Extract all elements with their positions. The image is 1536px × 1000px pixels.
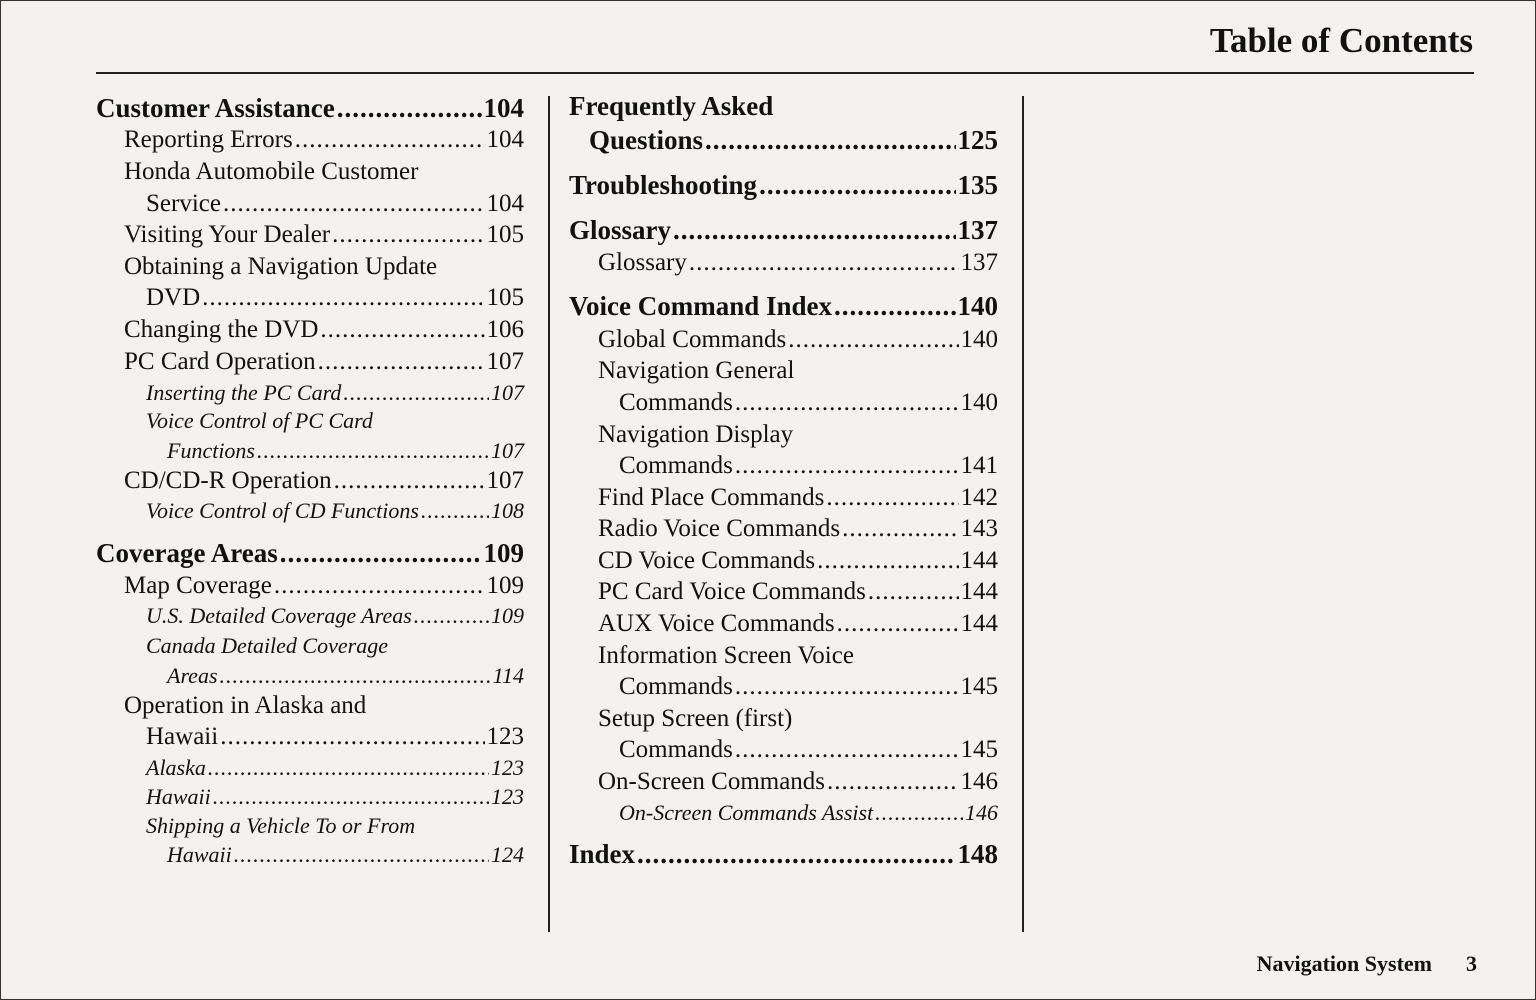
toc-entry-page: 140 xyxy=(957,291,998,321)
toc-entry[interactable] xyxy=(598,420,793,450)
toc-entry-page: 108 xyxy=(491,498,524,523)
dot-leader xyxy=(220,661,491,691)
toc-entry[interactable] xyxy=(96,538,524,568)
page-number: 3 xyxy=(1466,951,1477,976)
toc-entry[interactable] xyxy=(124,252,437,282)
toc-entry[interactable] xyxy=(619,798,998,828)
dot-leader xyxy=(234,840,489,870)
dot-leader xyxy=(280,538,482,568)
toc-entry[interactable] xyxy=(167,661,524,691)
dot-leader xyxy=(257,436,489,466)
toc-entry-label: Obtaining a Navigation Update xyxy=(124,253,438,280)
toc-entry-label: CD Voice Commands xyxy=(598,547,816,574)
toc-entry[interactable] xyxy=(598,641,854,671)
toc-entry[interactable] xyxy=(598,325,998,355)
toc-entry[interactable] xyxy=(598,248,998,278)
dot-leader xyxy=(343,378,489,408)
toc-entry-label: Shipping a Vehicle To or From xyxy=(146,813,416,838)
toc-entry-page: 125 xyxy=(957,125,998,155)
toc-entry-page: 144 xyxy=(960,610,998,637)
toc-entry-label: Hawaii xyxy=(146,723,219,750)
dot-leader xyxy=(673,215,955,245)
dot-leader xyxy=(788,325,958,355)
toc-entry-label: Honda Automobile Customer xyxy=(124,158,419,185)
dot-leader xyxy=(274,571,485,601)
toc-entry[interactable] xyxy=(146,782,524,812)
dot-leader xyxy=(826,483,958,513)
toc-entry-page: 140 xyxy=(960,326,998,353)
toc-entry-label: Coverage Areas xyxy=(96,538,278,568)
toc-entry[interactable] xyxy=(569,170,998,200)
toc-entry-label: Frequently Asked xyxy=(569,91,774,121)
toc-entry-page: 123 xyxy=(486,723,524,750)
toc-entry-page: 107 xyxy=(486,348,524,375)
toc-entry[interactable] xyxy=(146,406,373,436)
toc-entry[interactable] xyxy=(124,220,524,250)
toc-entry-label: Changing the DVD xyxy=(124,316,319,343)
toc-entry[interactable] xyxy=(146,496,524,526)
dot-leader xyxy=(421,496,489,526)
toc-entry-label: CD/CD-R Operation xyxy=(124,467,332,494)
toc-entry[interactable] xyxy=(124,466,524,496)
toc-entry-label: Radio Voice Commands xyxy=(598,515,841,542)
toc-entry[interactable] xyxy=(146,378,524,408)
toc-entry-label: PC Card Voice Commands xyxy=(598,578,866,605)
toc-entry-page: 106 xyxy=(486,316,524,343)
toc-entry-label: AUX Voice Commands xyxy=(598,610,835,637)
toc-entry-label: Setup Screen (first) xyxy=(598,705,793,732)
toc-entry[interactable] xyxy=(124,125,524,155)
dot-leader xyxy=(842,514,958,544)
toc-entry[interactable] xyxy=(124,315,524,345)
toc-entry-page: 144 xyxy=(960,578,998,605)
dot-leader xyxy=(220,722,484,752)
toc-entry-label: Voice Control of PC Card xyxy=(146,408,373,433)
toc-entry[interactable] xyxy=(146,601,524,631)
toc-entry-page: 145 xyxy=(960,673,998,700)
toc-entry-label: Service xyxy=(146,190,221,217)
toc-entry-page: 146 xyxy=(960,768,998,795)
toc-entry[interactable] xyxy=(569,839,998,869)
dot-leader xyxy=(735,735,959,765)
toc-entry-label: Areas xyxy=(167,663,218,688)
toc-entry-page: 109 xyxy=(491,603,524,628)
dot-leader xyxy=(332,220,484,250)
toc-entry-page: 124 xyxy=(491,842,524,867)
dot-leader xyxy=(735,451,959,481)
toc-entry-label: Visiting Your Dealer xyxy=(124,221,331,248)
toc-entry-page: 104 xyxy=(486,126,524,153)
toc-entry-label: Hawaii xyxy=(146,784,211,809)
toc-entry-label: Index xyxy=(569,839,636,869)
toc-entry-page: 109 xyxy=(486,572,524,599)
dot-leader xyxy=(817,546,958,576)
toc-entry-label: Alaska xyxy=(146,755,206,780)
toc-entry-label: Voice Control of CD Functions xyxy=(146,498,419,523)
dot-leader xyxy=(637,839,955,869)
toc-entry-label: Questions xyxy=(589,125,704,155)
dot-leader xyxy=(735,672,959,702)
toc-entry-page: 114 xyxy=(492,663,524,688)
toc-entry[interactable] xyxy=(146,283,524,313)
toc-entry[interactable] xyxy=(598,577,998,607)
dot-leader xyxy=(208,753,489,783)
toc-entry[interactable] xyxy=(569,91,773,121)
dot-leader xyxy=(689,248,959,278)
toc-entry[interactable] xyxy=(124,157,418,187)
toc-entry-page: 143 xyxy=(960,515,998,542)
toc-entry-label: Customer Assistance xyxy=(96,93,335,123)
dot-leader xyxy=(318,347,485,377)
toc-entry-page: 105 xyxy=(486,221,524,248)
toc-entry[interactable] xyxy=(598,767,998,797)
page-footer xyxy=(1257,951,1477,977)
toc-entry-page: 107 xyxy=(486,467,524,494)
toc-entry[interactable] xyxy=(146,722,524,752)
toc-entry-label: Commands xyxy=(619,736,733,763)
toc-entry-page: 137 xyxy=(960,249,998,276)
dot-leader xyxy=(334,466,485,496)
toc-entry-page: 142 xyxy=(960,484,998,511)
toc-entry[interactable] xyxy=(146,631,388,661)
toc-entry-label: Troubleshooting xyxy=(569,170,758,200)
toc-entry-label: Glossary xyxy=(569,215,672,245)
toc-entry-label: DVD xyxy=(146,284,201,311)
toc-entry[interactable] xyxy=(146,811,415,841)
toc-entry-label: U.S. Detailed Coverage Areas xyxy=(146,603,412,628)
toc-entry-label: Global Commands xyxy=(598,326,787,353)
toc-entry[interactable] xyxy=(146,753,524,783)
toc-entry-label: On-Screen Commands Assist xyxy=(619,800,874,825)
dot-leader xyxy=(295,125,485,155)
toc-entry[interactable] xyxy=(124,571,524,601)
toc-entry[interactable] xyxy=(619,735,998,765)
toc-entry[interactable] xyxy=(146,189,524,219)
dot-leader xyxy=(834,291,955,321)
dot-leader xyxy=(827,767,958,797)
footer-section: Navigation System xyxy=(1256,951,1432,976)
toc-entry[interactable] xyxy=(589,125,998,155)
toc-entry-label: Canada Detailed Coverage xyxy=(146,633,388,658)
toc-entry[interactable] xyxy=(598,356,794,386)
toc-entry-label: Information Screen Voice xyxy=(598,642,854,669)
dot-leader xyxy=(735,388,959,418)
toc-entry[interactable] xyxy=(598,546,998,576)
toc-entry-label: Commands xyxy=(619,673,733,700)
toc-entry-page: 105 xyxy=(486,284,524,311)
dot-leader xyxy=(868,577,959,607)
toc-entry-label: Hawaii xyxy=(167,842,232,867)
toc-entry[interactable] xyxy=(598,609,998,639)
dot-leader xyxy=(837,609,959,639)
toc-entry-label: Navigation Display xyxy=(598,421,794,448)
dot-leader xyxy=(337,93,482,123)
toc-entry-label: Voice Command Index xyxy=(569,291,833,321)
dot-leader xyxy=(223,189,485,219)
toc-entry-label: Functions xyxy=(167,438,255,463)
toc-entry[interactable] xyxy=(124,347,524,377)
toc-entry-page: 123 xyxy=(491,784,524,809)
dot-leader xyxy=(705,125,955,155)
dot-leader xyxy=(759,170,955,200)
toc-entry[interactable] xyxy=(598,483,998,513)
toc-entry-label: Inserting the PC Card xyxy=(146,380,342,405)
toc-entry-label: Glossary xyxy=(598,249,687,276)
toc-entry-page: 148 xyxy=(957,839,998,869)
toc-entry[interactable] xyxy=(167,840,524,870)
toc-entry[interactable] xyxy=(569,215,998,245)
toc-entry[interactable] xyxy=(619,451,998,481)
dot-leader xyxy=(414,601,489,631)
toc-entry-page: 140 xyxy=(960,389,998,416)
toc-entry-page: 109 xyxy=(483,538,524,568)
toc-entry[interactable] xyxy=(598,514,998,544)
toc-entry-page: 104 xyxy=(486,190,524,217)
toc-entry[interactable] xyxy=(569,291,998,321)
toc-entry-label: Reporting Errors xyxy=(124,126,293,153)
toc-entry-label: Find Place Commands xyxy=(598,484,825,511)
column-divider xyxy=(1022,96,1024,932)
toc-entry-label: Commands xyxy=(619,389,733,416)
toc-entry[interactable] xyxy=(598,704,792,734)
toc-entry-page: 135 xyxy=(957,170,998,200)
toc-entry[interactable] xyxy=(167,436,524,466)
toc-entry[interactable] xyxy=(619,388,998,418)
header-rule xyxy=(96,72,1474,74)
toc-entry-page: 145 xyxy=(960,736,998,763)
page-title: Table of Contents xyxy=(1209,21,1473,60)
dot-leader xyxy=(213,782,489,812)
toc-entry[interactable] xyxy=(96,93,524,123)
toc-entry-label: Map Coverage xyxy=(124,572,272,599)
toc-entry-label: Commands xyxy=(619,452,733,479)
toc-entry-page: 146 xyxy=(965,800,998,825)
toc-entry-label: PC Card Operation xyxy=(124,348,316,375)
toc-entry-page: 104 xyxy=(483,93,524,123)
toc-entry-page: 144 xyxy=(960,547,998,574)
toc-entry-label: Operation in Alaska and xyxy=(124,692,367,719)
toc-entry-page: 137 xyxy=(957,215,998,245)
toc-entry-page: 123 xyxy=(491,755,524,780)
toc-entry-label: Navigation General xyxy=(598,357,795,384)
toc-entry-page: 141 xyxy=(960,452,998,479)
dot-leader xyxy=(320,315,484,345)
toc-entry[interactable] xyxy=(619,672,998,702)
dot-leader xyxy=(202,283,484,313)
column-divider xyxy=(548,96,550,932)
toc-entry-label: On-Screen Commands xyxy=(598,768,826,795)
toc-entry[interactable] xyxy=(124,691,366,721)
dot-leader xyxy=(875,798,963,828)
toc-entry-page: 107 xyxy=(491,380,524,405)
toc-entry-page: 107 xyxy=(491,438,524,463)
